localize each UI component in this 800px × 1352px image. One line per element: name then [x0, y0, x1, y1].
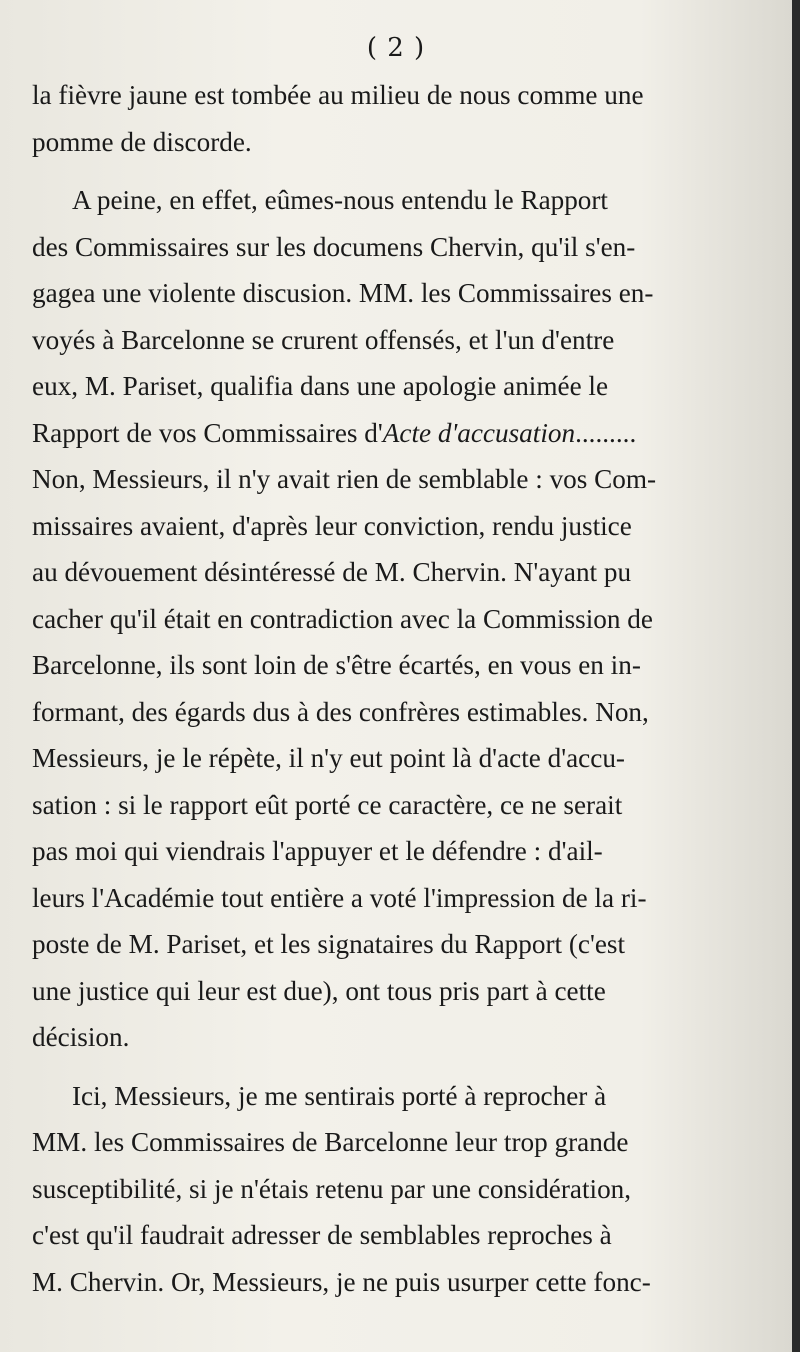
paragraph-3 [32, 1073, 760, 1306]
page-number: ( 2 ) [366, 33, 426, 63]
text-line: voyés à Barcelonne se crurent offensés, et l'un d'entre [32, 324, 615, 355]
text-line: pas moi qui viendrais l'appuyer et le défendre : d'ail- [32, 836, 603, 866]
text-line: au dévouement désintéressé de M. Chervin. N'ayant pu [32, 557, 632, 587]
text-line: décision. [32, 1022, 130, 1052]
text-line: des Commissaires sur les documens Chervin, qu'il s'en- [32, 231, 636, 262]
text-line: cacher qu'il était en contradiction avec la Commission de [32, 603, 653, 634]
text-line-with-italic [32, 410, 760, 457]
text-segment: ......... [575, 417, 637, 448]
text-line: Messieurs, je le répète, il n'y eut point là d'acte d'accu- [32, 743, 625, 773]
text-line: Non, Messieurs, il n'y avait rien de semblable : vos Com- [32, 464, 657, 494]
page-edge-shadow [792, 0, 800, 1352]
paragraph-2 [32, 177, 760, 1061]
text-line: A peine, en effet, eûmes-nous entendu le Rapport [72, 185, 608, 215]
text-line: une justice qui leur est due), ont tous pris part à cette [32, 975, 606, 1006]
text-line: susceptibilité, si je n'étais retenu par une considération, [32, 1173, 632, 1204]
text-line: c'est qu'il faudrait adresser de semblables reproches à [32, 1220, 612, 1250]
body-text [32, 72, 760, 1305]
text-line: gagea une violente discusion. MM. les Commissaires en- [32, 278, 654, 308]
text-line: poste de M. Pariset, et les signataires du Rapport (c'est [32, 929, 626, 959]
text-line: MM. les Commissaires de Barcelonne leur trop grande [32, 1127, 629, 1157]
text-line: missaires avaient, d'après leur conviction, rendu justice [32, 510, 632, 541]
paragraph-1 [32, 72, 760, 165]
text-line: la fièvre jaune est tombée au milieu de nous comme une [32, 80, 644, 110]
text-line: pomme de discorde. [32, 126, 252, 157]
text-line: leurs l'Académie tout entière a voté l'impression de la ri- [32, 882, 647, 913]
text-line: Ici, Messieurs, je me sentirais porté à reprocher à [72, 1080, 607, 1111]
italic-phrase: Acte d'accusation [382, 417, 576, 448]
text-line: eux, M. Pariset, qualifia dans une apologie animée le [32, 371, 609, 401]
text-line: Barcelonne, ils sont loin de s'être écartés, en vous en in- [32, 650, 641, 680]
text-line: M. Chervin. Or, Messieurs, je ne puis usurper cette fonc- [32, 1266, 651, 1297]
text-segment: Rapport de vos Commissaires d' [32, 417, 383, 448]
text-line: formant, des égards dus à des confrères estimables. Non, [32, 696, 649, 727]
text-line: sation : si le rapport eût porté ce caractère, ce ne serait [32, 789, 623, 820]
